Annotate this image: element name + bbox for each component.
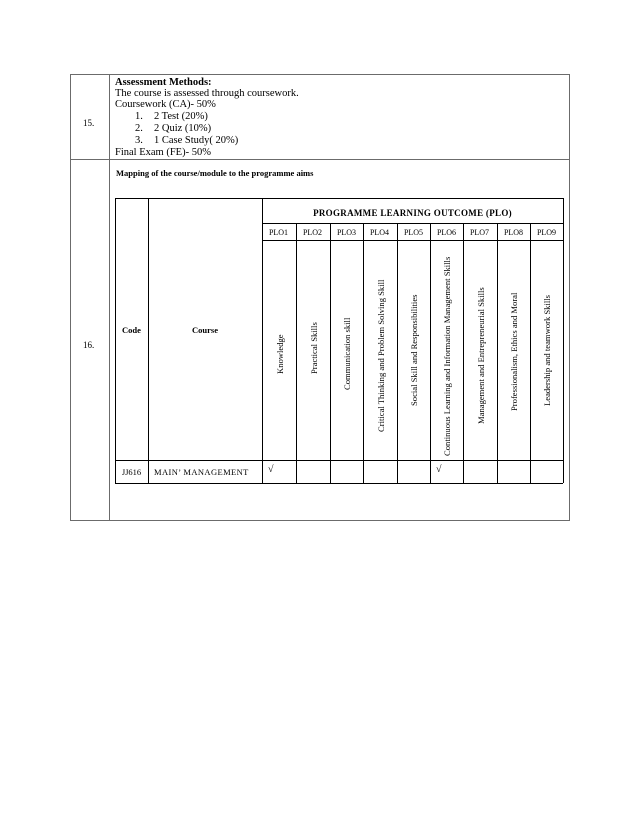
- assessment-line-1: The course is assessed through coursework.: [115, 88, 299, 99]
- outer-border-left: [70, 74, 71, 520]
- code-header: Code: [122, 325, 141, 335]
- plo-header: PROGRAMME LEARNING OUTCOME (PLO): [313, 208, 512, 218]
- grid-line: [430, 223, 431, 483]
- course-code-cell: JJ616: [121, 467, 142, 477]
- outer-column-divider: [109, 74, 110, 520]
- plo-mark-6: √: [436, 464, 442, 475]
- assessment-item-num-2: 2.: [135, 123, 143, 134]
- grid-line: [463, 223, 464, 483]
- plo-name-2: Practical Skills: [309, 322, 319, 374]
- plo-code-4: PLO4: [369, 228, 390, 237]
- outer-border-bottom: [70, 520, 570, 521]
- outer-border-right: [569, 74, 570, 520]
- assessment-line-2: Coursework (CA)- 50%: [115, 99, 216, 110]
- course-header: Course: [192, 325, 218, 335]
- assessment-final-exam: Final Exam (FE)- 50%: [115, 147, 211, 158]
- plo-code-9: PLO9: [536, 228, 557, 237]
- grid-line: [497, 223, 498, 483]
- grid-line: [115, 198, 563, 199]
- plo-name-7: Management and Entrepreneurial Skills: [476, 287, 486, 424]
- grid-line: [262, 240, 563, 241]
- assessment-item-num-1: 1.: [135, 111, 143, 122]
- plo-code-6: PLO6: [436, 228, 457, 237]
- course-name-cell: MAIN’ MANAGEMENT: [154, 467, 249, 477]
- plo-name-9: Leadership and teamwork Skills: [542, 295, 552, 406]
- outer-border-top: [70, 74, 570, 75]
- grid-line: [296, 223, 297, 483]
- assessment-item-text-1: 2 Test (20%): [154, 111, 208, 122]
- grid-line: [115, 198, 116, 483]
- grid-line: [148, 198, 149, 483]
- grid-line: [397, 223, 398, 483]
- plo-name-6: Continuous Learning and Information Management Skills: [442, 256, 452, 456]
- plo-code-7: PLO7: [469, 228, 490, 237]
- plo-name-3: Communication skill: [342, 317, 352, 390]
- outer-row-divider: [70, 159, 570, 160]
- grid-line: [330, 223, 331, 483]
- row-number-16: 16.: [83, 340, 95, 350]
- assessment-item-num-3: 3.: [135, 135, 143, 146]
- assessment-item-text-3: 1 Case Study( 20%): [154, 135, 239, 146]
- grid-line: [262, 198, 263, 483]
- grid-line: [115, 460, 563, 461]
- assessment-item-text-2: 2 Quiz (10%): [154, 123, 212, 134]
- grid-line: [563, 198, 564, 483]
- grid-line: [115, 483, 563, 484]
- mapping-title: Mapping of the course/module to the programme aims: [116, 168, 314, 178]
- plo-code-1: PLO1: [268, 228, 289, 237]
- plo-code-5: PLO5: [403, 228, 424, 237]
- plo-code-2: PLO2: [302, 228, 323, 237]
- row-number-15: 15.: [83, 118, 95, 128]
- plo-name-1: Knowledge: [275, 334, 285, 374]
- plo-name-4: Critical Thinking and Problem Solving Skill: [376, 279, 386, 432]
- grid-line: [262, 223, 563, 224]
- plo-name-5: Social Skill and Responsibilities: [409, 294, 419, 406]
- plo-name-8: Professionalism, Ethics and Moral: [509, 292, 519, 411]
- plo-mark-1: √: [268, 464, 274, 475]
- plo-code-3: PLO3: [336, 228, 357, 237]
- grid-line: [530, 223, 531, 483]
- plo-code-8: PLO8: [503, 228, 524, 237]
- grid-line: [363, 223, 364, 483]
- assessment-heading: Assessment Methods:: [115, 77, 212, 88]
